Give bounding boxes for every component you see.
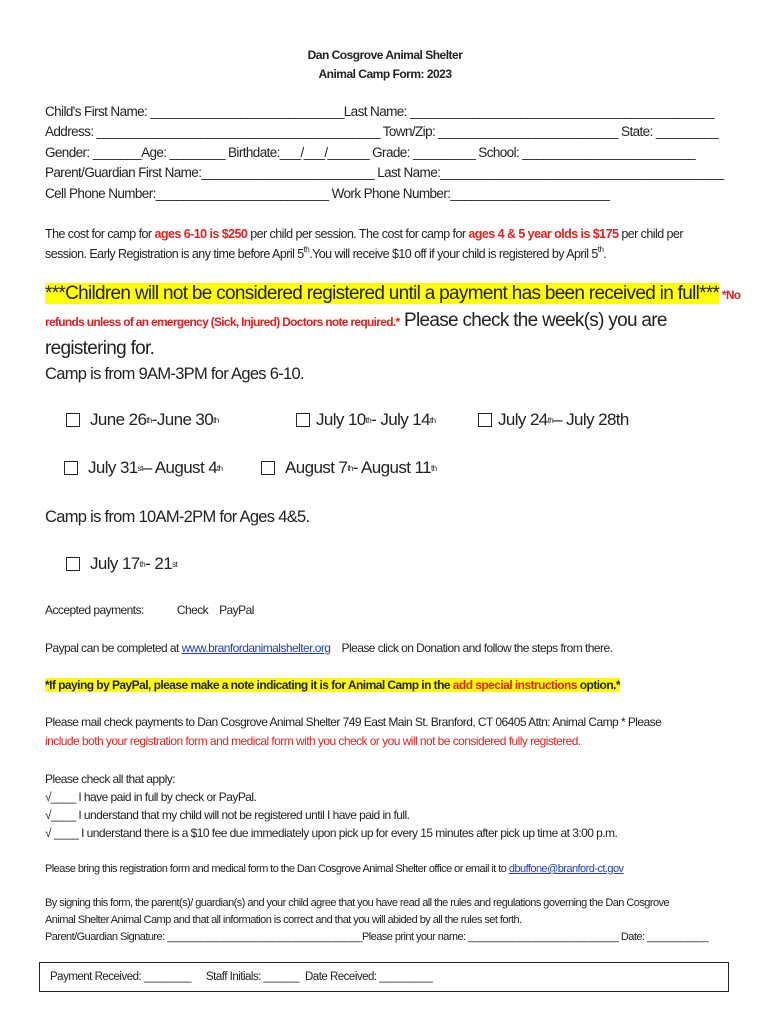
bring-line: Please bring this registration form and medical form to the Dan Cosgrove Animal Shelter office or email it to dbuffone@branford-ct.gov xyxy=(45,863,624,875)
payment-notice: ***Children will not be considered registered until a payment has been received in full*** *No xyxy=(45,283,741,304)
shelter-website-link[interactable]: www.branfordanimalshelter.org xyxy=(181,641,331,655)
mail-line-2: include both your registration form and medical form with you check or you will not be considered fully registered. xyxy=(45,734,581,748)
signature-line[interactable]: Parent/Guardian Signature: ___________________________________Please print your name: ___________________________ Date: ___________ xyxy=(45,931,709,943)
staff-initials: Staff Initials: ______ xyxy=(206,971,299,983)
week-checkbox[interactable] xyxy=(478,413,492,427)
week-checkbox[interactable] xyxy=(66,413,80,427)
office-use-box xyxy=(39,962,729,992)
payment-received: Payment Received: ________ xyxy=(50,971,192,983)
week-july-31[interactable]: July 31 st – August 4 th xyxy=(64,458,223,478)
paypal-note: *If paying by PayPal, please make a note indicating it is for Animal Camp in the add special instructions option.* xyxy=(45,678,621,692)
org-title: Dan Cosgrove Animal Shelter xyxy=(307,48,463,62)
child-name-line[interactable]: Child's First Name: ____________________________Last Name: ____________________________________________ xyxy=(45,104,714,119)
form-title: Animal Camp Form: 2023 xyxy=(318,67,452,81)
camp1-title: Camp is from 9AM-3PM for Ages 6-10. xyxy=(45,365,304,383)
cost-line-2: session. Early Registration is any time before April 5th.You will receive $10 off if your child is registered by April 5th. xyxy=(45,245,607,261)
notice-highlight: ***Children will not be considered registered until a payment has been received in full*** xyxy=(45,283,720,304)
week-july-17[interactable]: July 17 th - 21 st xyxy=(66,554,177,574)
date-received: Date Received: _________ xyxy=(305,971,433,983)
refund-notice: refunds unless of an emergency (Sick, Injured) Doctors note required.* Please check the week(s) you are xyxy=(45,310,667,331)
week-checkbox[interactable] xyxy=(261,461,275,475)
week-july-10[interactable]: July 10 th - July 14 th xyxy=(296,410,436,430)
apply-item[interactable]: √ ____ I understand there is a $10 fee due immediately upon pick up for every 15 minutes after pick up time at 3:00 p.m. xyxy=(45,826,618,840)
signing-line-1: By signing this form, the parent(s)/ guardian(s) and your child agree that you have read all the rules and regulations governing the Dan Cosgrove xyxy=(45,897,670,909)
accepted-payments: Accepted payments: Check PayPal xyxy=(45,603,254,617)
payment-check: Check xyxy=(176,603,209,617)
week-checkbox[interactable] xyxy=(296,413,310,427)
registering-for: registering for. xyxy=(45,338,155,359)
email-link[interactable]: dbuffone@branford-ct.gov xyxy=(508,863,624,875)
guardian-name-line[interactable]: Parent/Guardian First Name:_________________________ Last Name:_________________________________________ xyxy=(45,165,724,180)
week-checkbox[interactable] xyxy=(66,557,80,571)
payment-paypal: PayPal xyxy=(219,603,254,617)
week-checkbox[interactable] xyxy=(64,461,78,475)
gender-age-line[interactable]: Gender: _______Age: ________ Birthdate:___/___/______ Grade: _________ School: _________________________ xyxy=(45,145,695,160)
apply-item[interactable]: √____ I have paid in full by check or PayPal. xyxy=(45,790,257,804)
week-august-7[interactable]: August 7 th - August 11 th xyxy=(261,458,436,478)
mail-line-1: Please mail check payments to Dan Cosgrove Animal Shelter 749 East Main St. Branford, CT 06405 Attn: Animal Camp * Please xyxy=(45,715,662,729)
apply-item[interactable]: √____ I understand that my child will not be registered until I have paid in full. xyxy=(45,808,410,822)
week-july-24[interactable]: July 24 th – July 28th xyxy=(478,410,629,430)
week-june-26[interactable]: June 26 th -June 30 th xyxy=(66,410,219,430)
apply-title: Please check all that apply: xyxy=(45,772,176,786)
phone-line[interactable]: Cell Phone Number:_________________________ Work Phone Number:_______________________ xyxy=(45,186,610,201)
cost-line-1: The cost for camp for ages 6-10 is $250 per child per session. The cost for camp for ages 4 & 5 year olds is $175 per child per xyxy=(45,227,683,241)
address-line[interactable]: Address: _________________________________________ Town/Zip: __________________________ State: _________ xyxy=(45,124,719,139)
signing-line-2: Animal Shelter Animal Camp and that all information is correct and that you will abided by all the rules set forth. xyxy=(45,914,522,926)
paypal-line: Paypal can be completed at www.branfordanimalshelter.org Please click on Donation and follow the steps from there. xyxy=(45,641,613,655)
camp2-title: Camp is from 10AM-2PM for Ages 4&5. xyxy=(45,508,310,526)
